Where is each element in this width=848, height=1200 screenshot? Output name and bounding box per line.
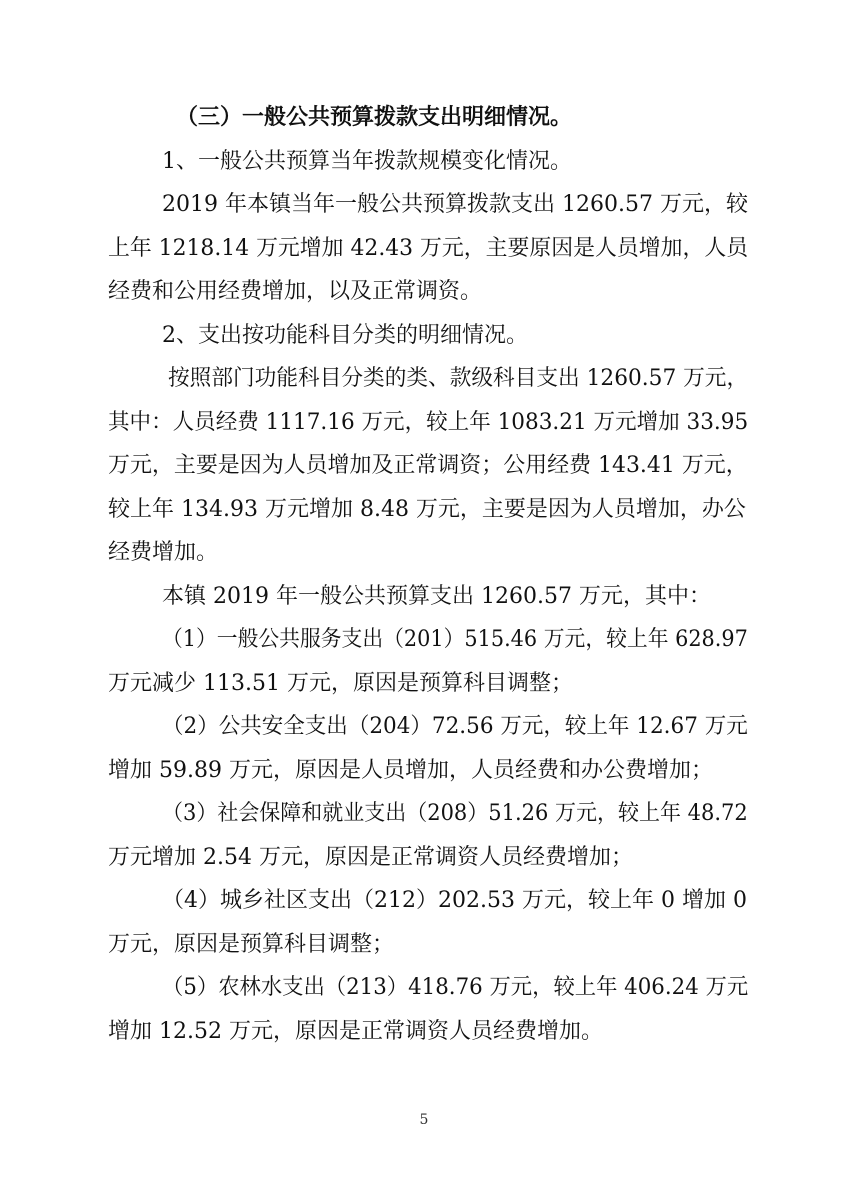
- paragraph-1-line-3: 经费和公用经费增加，以及正常调资。: [108, 279, 483, 304]
- item-5-line-2: 增加 12.52 万元，原因是正常调资人员经费增加。: [108, 1018, 603, 1044]
- item-1-line-2: 万元减少 113.51 万元，原因是预算科目调整；: [108, 670, 573, 696]
- paragraph-2-line-3: 万元，主要是因为人员增加及正常调资；公用经费 143.41 万元，: [108, 453, 748, 478]
- item-4-line-1: （4）城乡社区支出（212）202.53 万元，较上年 0 增加 0: [162, 888, 747, 913]
- paragraph-2-line-5: 经费增加。: [108, 540, 219, 565]
- page-number: 5: [419, 1112, 429, 1128]
- section-heading: （三）一般公共预算拨款支出明细情况。: [176, 104, 573, 130]
- paragraph-2-line-1: 按照部门功能科目分类的类、款级科目支出 1260.57 万元，: [168, 366, 749, 391]
- subsection-heading-1: 1、一般公共预算当年拨款规模变化情况。: [162, 148, 572, 174]
- paragraph-2-line-4: 较上年 134.93 万元增加 8.48 万元，主要是因为人员增加，办公: [108, 496, 746, 522]
- paragraph-2-line-2: 其中：人员经费 1117.16 万元，较上年 1083.21 万元增加 33.95: [108, 409, 749, 435]
- item-4-line-2: 万元，原因是预算科目调整；: [108, 931, 395, 957]
- paragraph-3-line-1: 本镇 2019 年一般公共预算支出 1260.57 万元，其中：: [162, 583, 711, 609]
- paragraph-1-line-1: 2019 年本镇当年一般公共预算拨款支出 1260.57 万元，较: [162, 192, 748, 217]
- item-5-line-1: （5）农林水支出（213）418.76 万元，较上年 406.24 万元: [162, 975, 749, 1000]
- item-3-line-1: （3）社会保障和就业支出（208）51.26 万元，较上年 48.72: [162, 801, 748, 826]
- item-1-line-1: （1）一般公共服务支出（201）515.46 万元，较上年 628.97: [162, 627, 748, 652]
- item-2-line-2: 增加 59.89 万元，原因是人员增加，人员经费和办公费增加；: [108, 757, 713, 783]
- subsection-heading-2: 2、支出按功能科目分类的明细情况。: [162, 322, 528, 348]
- item-2-line-1: （2）公共安全支出（204）72.56 万元，较上年 12.67 万元: [162, 714, 748, 739]
- document-body: [108, 104, 748, 1061]
- item-3-line-2: 万元增加 2.54 万元，原因是正常调资人员经费增加；: [108, 844, 633, 870]
- paragraph-1-line-2: 上年 1218.14 万元增加 42.43 万元，主要原因是人员增加，人员: [108, 235, 749, 261]
